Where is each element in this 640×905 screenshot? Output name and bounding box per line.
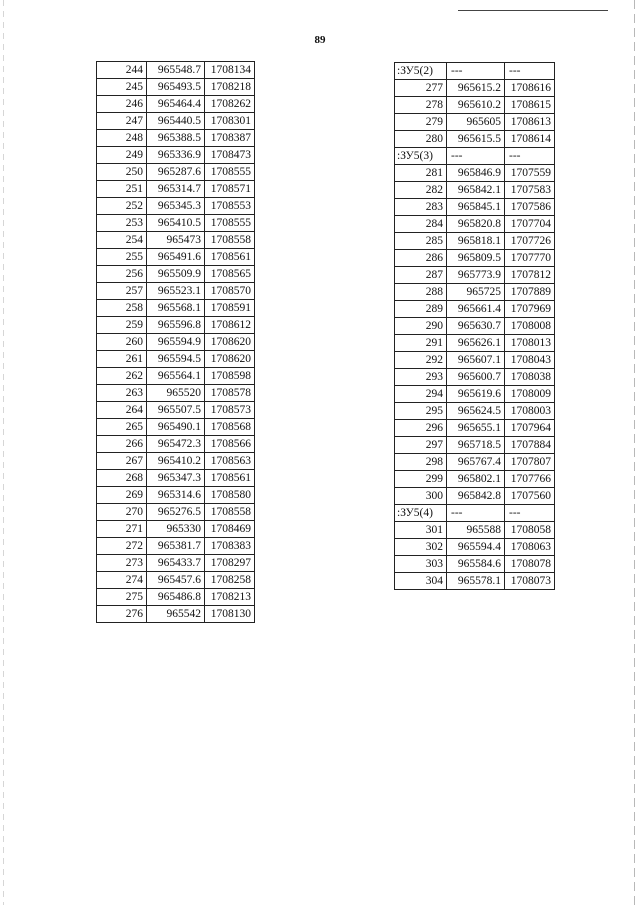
y-coordinate-cell: 1707884 (505, 437, 555, 454)
x-coordinate-cell: 965594.4 (447, 539, 505, 556)
table-row (97, 181, 255, 198)
y-coordinate-cell: --- (505, 63, 555, 80)
point-number-cell: 244 (97, 62, 147, 79)
y-coordinate-cell: 1708063 (505, 539, 555, 556)
coordinates-table-left (96, 61, 255, 623)
point-number-cell: 277 (395, 80, 447, 97)
x-coordinate-cell: 965336.9 (147, 147, 205, 164)
y-coordinate-cell: 1708620 (205, 334, 255, 351)
table-row (395, 369, 555, 386)
point-number-cell: 274 (97, 572, 147, 589)
table-row (97, 215, 255, 232)
y-coordinate-cell: 1708561 (205, 470, 255, 487)
y-coordinate-cell: 1708008 (505, 318, 555, 335)
x-coordinate-cell: 965584.6 (447, 556, 505, 573)
table-row (97, 232, 255, 249)
point-number-cell: 266 (97, 436, 147, 453)
x-coordinate-cell: 965314.6 (147, 487, 205, 504)
x-coordinate-cell: --- (447, 63, 505, 80)
x-coordinate-cell: 965381.7 (147, 538, 205, 555)
y-coordinate-cell: 1707964 (505, 420, 555, 437)
x-coordinate-cell: 965276.5 (147, 504, 205, 521)
x-coordinate-cell: 965725 (447, 284, 505, 301)
point-number-cell: 259 (97, 317, 147, 334)
table-row (97, 164, 255, 181)
table-row (395, 318, 555, 335)
x-coordinate-cell: 965345.3 (147, 198, 205, 215)
y-coordinate-cell: 1707726 (505, 233, 555, 250)
table-row (395, 454, 555, 471)
point-number-cell: 257 (97, 283, 147, 300)
point-number-cell: 258 (97, 300, 147, 317)
x-coordinate-cell: 965619.6 (447, 386, 505, 403)
x-coordinate-cell: 965564.1 (147, 368, 205, 385)
point-number-cell: 285 (395, 233, 447, 250)
y-coordinate-cell: 1708262 (205, 96, 255, 113)
table-row (395, 403, 555, 420)
table-row (97, 470, 255, 487)
y-coordinate-cell: 1708553 (205, 198, 255, 215)
table-row (97, 504, 255, 521)
table-row (97, 249, 255, 266)
y-coordinate-cell: 1708573 (205, 402, 255, 419)
table-row (395, 488, 555, 505)
point-number-cell: 254 (97, 232, 147, 249)
y-coordinate-cell: 1708580 (205, 487, 255, 504)
x-coordinate-cell: 965464.4 (147, 96, 205, 113)
point-number-cell: 284 (395, 216, 447, 233)
x-coordinate-cell: 965410.5 (147, 215, 205, 232)
x-coordinate-cell: 965491.6 (147, 249, 205, 266)
y-coordinate-cell: 1708078 (505, 556, 555, 573)
table-row (97, 62, 255, 79)
point-number-cell: 289 (395, 301, 447, 318)
x-coordinate-cell: 965594.9 (147, 334, 205, 351)
section-label-cell: :ЗУ5(4) (395, 505, 447, 522)
point-number-cell: 273 (97, 555, 147, 572)
x-coordinate-cell: 965809.5 (447, 250, 505, 267)
point-number-cell: 265 (97, 419, 147, 436)
point-number-cell: 299 (395, 471, 447, 488)
y-coordinate-cell: 1708612 (205, 317, 255, 334)
y-coordinate-cell: 1708565 (205, 266, 255, 283)
point-number-cell: 280 (395, 131, 447, 148)
table-row (395, 250, 555, 267)
table-row (395, 522, 555, 539)
point-number-cell: 249 (97, 147, 147, 164)
y-coordinate-cell: 1708555 (205, 164, 255, 181)
table-row (395, 301, 555, 318)
y-coordinate-cell: 1707766 (505, 471, 555, 488)
point-number-cell: 282 (395, 182, 447, 199)
table-row (97, 79, 255, 96)
y-coordinate-cell: 1708614 (505, 131, 555, 148)
y-coordinate-cell: 1708566 (205, 436, 255, 453)
table-row (97, 419, 255, 436)
point-number-cell: 264 (97, 402, 147, 419)
y-coordinate-cell: 1708038 (505, 369, 555, 386)
y-coordinate-cell: 1708297 (205, 555, 255, 572)
x-coordinate-cell: 965842.8 (447, 488, 505, 505)
point-number-cell: 281 (395, 165, 447, 182)
table-row (97, 130, 255, 147)
y-coordinate-cell: --- (505, 148, 555, 165)
point-number-cell: 275 (97, 589, 147, 606)
point-number-cell: 304 (395, 573, 447, 590)
point-number-cell: 279 (395, 114, 447, 131)
y-coordinate-cell: 1708043 (505, 352, 555, 369)
point-number-cell: 294 (395, 386, 447, 403)
point-number-cell: 268 (97, 470, 147, 487)
point-number-cell: 261 (97, 351, 147, 368)
table-row (97, 300, 255, 317)
x-coordinate-cell: 965820.8 (447, 216, 505, 233)
table-row (97, 385, 255, 402)
table-row (395, 437, 555, 454)
x-coordinate-cell: 965523.1 (147, 283, 205, 300)
y-coordinate-cell: 1707704 (505, 216, 555, 233)
x-coordinate-cell: 965767.4 (447, 454, 505, 471)
y-coordinate-cell: 1708563 (205, 453, 255, 470)
table-row (395, 182, 555, 199)
x-coordinate-cell: 965655.1 (447, 420, 505, 437)
x-coordinate-cell: 965802.1 (447, 471, 505, 488)
y-coordinate-cell: 1708473 (205, 147, 255, 164)
table-row (395, 471, 555, 488)
x-coordinate-cell: 965846.9 (447, 165, 505, 182)
point-number-cell: 293 (395, 369, 447, 386)
x-coordinate-cell: 965624.5 (447, 403, 505, 420)
point-number-cell: 290 (395, 318, 447, 335)
x-coordinate-cell: 965607.1 (447, 352, 505, 369)
coordinates-table-right (394, 62, 555, 590)
table-row (395, 131, 555, 148)
table-row (395, 573, 555, 590)
y-coordinate-cell: 1708073 (505, 573, 555, 590)
x-coordinate-cell: 965594.5 (147, 351, 205, 368)
x-coordinate-cell: 965493.5 (147, 79, 205, 96)
point-number-cell: 271 (97, 521, 147, 538)
y-coordinate-cell: 1708301 (205, 113, 255, 130)
table-row (97, 589, 255, 606)
section-label-cell: :ЗУ5(2) (395, 63, 447, 80)
point-number-cell: 301 (395, 522, 447, 539)
y-coordinate-cell: 1708258 (205, 572, 255, 589)
table-row (97, 487, 255, 504)
x-coordinate-cell: 965490.1 (147, 419, 205, 436)
x-coordinate-cell: 965347.3 (147, 470, 205, 487)
y-coordinate-cell: 1708013 (505, 335, 555, 352)
table-row (97, 453, 255, 470)
point-number-cell: 247 (97, 113, 147, 130)
table-row (395, 97, 555, 114)
x-coordinate-cell: 965718.5 (447, 437, 505, 454)
x-coordinate-cell: 965568.1 (147, 300, 205, 317)
page-number: 89 (314, 34, 326, 46)
point-number-cell: 245 (97, 79, 147, 96)
table-row (395, 420, 555, 437)
table-row (97, 334, 255, 351)
x-coordinate-cell: 965287.6 (147, 164, 205, 181)
table-row (97, 538, 255, 555)
point-number-cell: 252 (97, 198, 147, 215)
table-row (395, 267, 555, 284)
table-row (395, 352, 555, 369)
y-coordinate-cell: 1708558 (205, 504, 255, 521)
point-number-cell: 267 (97, 453, 147, 470)
y-coordinate-cell: 1708058 (505, 522, 555, 539)
point-number-cell: 248 (97, 130, 147, 147)
y-coordinate-cell: 1708383 (205, 538, 255, 555)
table-row (97, 368, 255, 385)
point-number-cell: 269 (97, 487, 147, 504)
top-rule (458, 10, 608, 11)
table-row (97, 351, 255, 368)
x-coordinate-cell: 965626.1 (447, 335, 505, 352)
point-number-cell: 270 (97, 504, 147, 521)
y-coordinate-cell: 1708568 (205, 419, 255, 436)
point-number-cell: 291 (395, 335, 447, 352)
scan-edge-right (634, 0, 635, 905)
x-coordinate-cell: 965615.5 (447, 131, 505, 148)
point-number-cell: 286 (395, 250, 447, 267)
x-coordinate-cell: 965520 (147, 385, 205, 402)
y-coordinate-cell: 1708134 (205, 62, 255, 79)
table-row (97, 198, 255, 215)
x-coordinate-cell: 965542 (147, 606, 205, 623)
y-coordinate-cell: 1708558 (205, 232, 255, 249)
table-row (395, 80, 555, 97)
point-number-cell: 255 (97, 249, 147, 266)
point-number-cell: 303 (395, 556, 447, 573)
y-coordinate-cell: 1707812 (505, 267, 555, 284)
table-row (97, 283, 255, 300)
x-coordinate-cell: 965473 (147, 232, 205, 249)
x-coordinate-cell: 965509.9 (147, 266, 205, 283)
y-coordinate-cell: 1708613 (505, 114, 555, 131)
table-row (97, 436, 255, 453)
y-coordinate-cell: 1708620 (205, 351, 255, 368)
table-row (395, 199, 555, 216)
x-coordinate-cell: 965588 (447, 522, 505, 539)
point-number-cell: 298 (395, 454, 447, 471)
y-coordinate-cell: --- (505, 505, 555, 522)
table-row (97, 96, 255, 113)
x-coordinate-cell: 965457.6 (147, 572, 205, 589)
y-coordinate-cell: 1708387 (205, 130, 255, 147)
x-coordinate-cell: 965507.5 (147, 402, 205, 419)
table-row (395, 233, 555, 250)
y-coordinate-cell: 1708561 (205, 249, 255, 266)
x-coordinate-cell: 965410.2 (147, 453, 205, 470)
x-coordinate-cell: 965433.7 (147, 555, 205, 572)
y-coordinate-cell: 1708009 (505, 386, 555, 403)
point-number-cell: 283 (395, 199, 447, 216)
section-header-row (395, 505, 555, 522)
y-coordinate-cell: 1708130 (205, 606, 255, 623)
section-header-row (395, 63, 555, 80)
table-row (395, 539, 555, 556)
table-row (395, 556, 555, 573)
point-number-cell: 300 (395, 488, 447, 505)
y-coordinate-cell: 1708218 (205, 79, 255, 96)
scan-edge-left (3, 0, 4, 905)
point-number-cell: 251 (97, 181, 147, 198)
y-coordinate-cell: 1708469 (205, 521, 255, 538)
x-coordinate-cell: 965388.5 (147, 130, 205, 147)
x-coordinate-cell: 965661.4 (447, 301, 505, 318)
x-coordinate-cell: 965330 (147, 521, 205, 538)
x-coordinate-cell: 965600.7 (447, 369, 505, 386)
table-row (97, 572, 255, 589)
point-number-cell: 246 (97, 96, 147, 113)
y-coordinate-cell: 1708555 (205, 215, 255, 232)
point-number-cell: 263 (97, 385, 147, 402)
table-row (395, 216, 555, 233)
table-row (97, 606, 255, 623)
x-coordinate-cell: 965845.1 (447, 199, 505, 216)
x-coordinate-cell: 965615.2 (447, 80, 505, 97)
point-number-cell: 276 (97, 606, 147, 623)
point-number-cell: 256 (97, 266, 147, 283)
x-coordinate-cell: 965314.7 (147, 181, 205, 198)
point-number-cell: 260 (97, 334, 147, 351)
table-row (97, 521, 255, 538)
point-number-cell: 296 (395, 420, 447, 437)
point-number-cell: 262 (97, 368, 147, 385)
table-row (395, 335, 555, 352)
table-row (395, 386, 555, 403)
table-row (97, 147, 255, 164)
point-number-cell: 295 (395, 403, 447, 420)
point-number-cell: 278 (395, 97, 447, 114)
y-coordinate-cell: 1708598 (205, 368, 255, 385)
table-row (395, 114, 555, 131)
x-coordinate-cell: 965548.7 (147, 62, 205, 79)
table-row (395, 165, 555, 182)
point-number-cell: 288 (395, 284, 447, 301)
y-coordinate-cell: 1707586 (505, 199, 555, 216)
y-coordinate-cell: 1708591 (205, 300, 255, 317)
x-coordinate-cell: 965486.8 (147, 589, 205, 606)
table-row (395, 284, 555, 301)
y-coordinate-cell: 1708003 (505, 403, 555, 420)
y-coordinate-cell: 1708578 (205, 385, 255, 402)
table-row (97, 266, 255, 283)
x-coordinate-cell: 965842.1 (447, 182, 505, 199)
table-row (97, 555, 255, 572)
table-row (97, 113, 255, 130)
x-coordinate-cell: --- (447, 148, 505, 165)
x-coordinate-cell: 965605 (447, 114, 505, 131)
x-coordinate-cell: 965630.7 (447, 318, 505, 335)
section-label-cell: :ЗУ5(3) (395, 148, 447, 165)
point-number-cell: 253 (97, 215, 147, 232)
y-coordinate-cell: 1708615 (505, 97, 555, 114)
x-coordinate-cell: 965596.8 (147, 317, 205, 334)
point-number-cell: 292 (395, 352, 447, 369)
y-coordinate-cell: 1708571 (205, 181, 255, 198)
y-coordinate-cell: 1707559 (505, 165, 555, 182)
y-coordinate-cell: 1707583 (505, 182, 555, 199)
y-coordinate-cell: 1707560 (505, 488, 555, 505)
x-coordinate-cell: 965440.5 (147, 113, 205, 130)
x-coordinate-cell: 965578.1 (447, 573, 505, 590)
point-number-cell: 250 (97, 164, 147, 181)
section-header-row (395, 148, 555, 165)
x-coordinate-cell: 965818.1 (447, 233, 505, 250)
x-coordinate-cell: 965610.2 (447, 97, 505, 114)
y-coordinate-cell: 1707889 (505, 284, 555, 301)
y-coordinate-cell: 1707807 (505, 454, 555, 471)
point-number-cell: 302 (395, 539, 447, 556)
y-coordinate-cell: 1708616 (505, 80, 555, 97)
x-coordinate-cell: 965472.3 (147, 436, 205, 453)
table-row (97, 402, 255, 419)
point-number-cell: 287 (395, 267, 447, 284)
point-number-cell: 297 (395, 437, 447, 454)
table-row (97, 317, 255, 334)
point-number-cell: 272 (97, 538, 147, 555)
y-coordinate-cell: 1707969 (505, 301, 555, 318)
x-coordinate-cell: --- (447, 505, 505, 522)
x-coordinate-cell: 965773.9 (447, 267, 505, 284)
y-coordinate-cell: 1707770 (505, 250, 555, 267)
y-coordinate-cell: 1708213 (205, 589, 255, 606)
y-coordinate-cell: 1708570 (205, 283, 255, 300)
